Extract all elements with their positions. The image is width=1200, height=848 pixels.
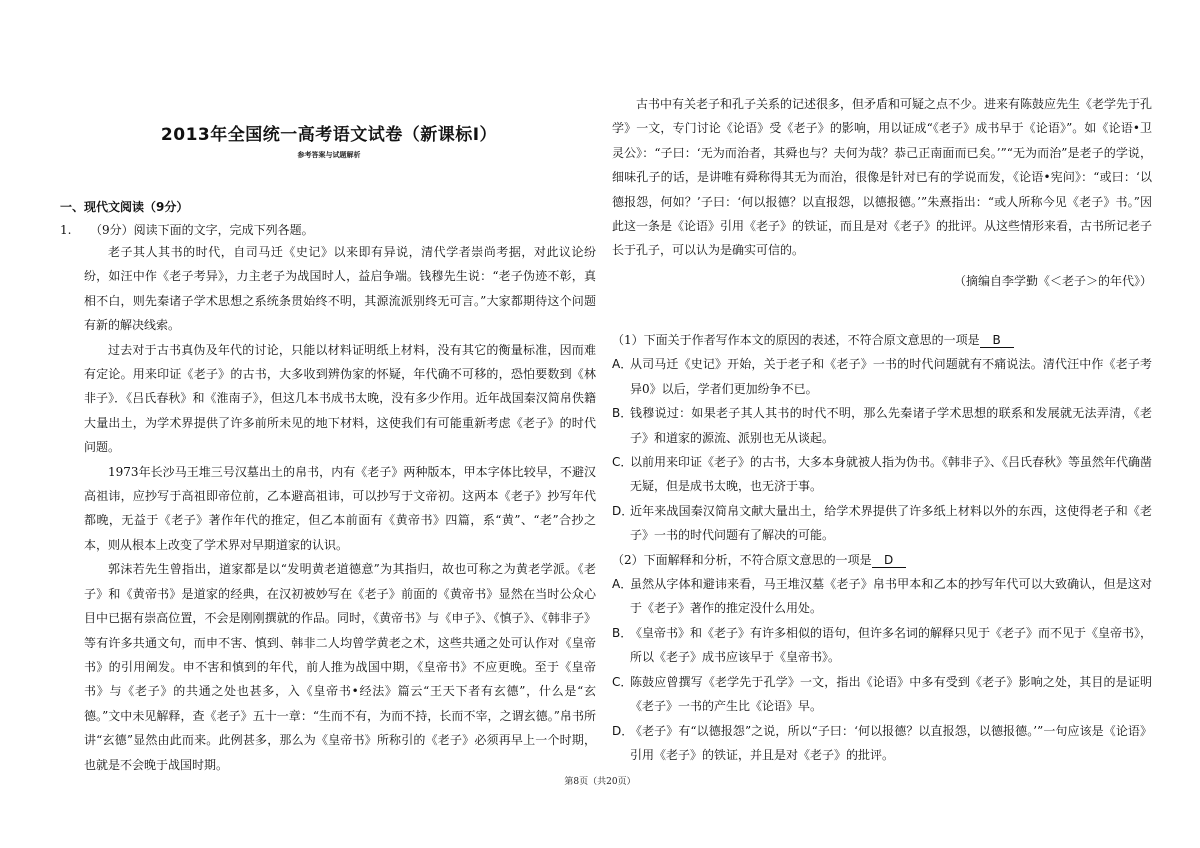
option-text: 钱穆说过：如果老子其人其书的时代不明，那么先秦诸子学术思想的联系和发展就无法弄清，《老子》和道家的源流、派别也无从谈起。 (630, 406, 1152, 445)
subquestion-stem-text: （1）下面关于作者写作本文的原因的表述，不符合原文意思的一项是 (612, 333, 980, 347)
passage-paragraph: 1973年长沙马王堆三号汉墓出土的帛书，内有《老子》两种版本，甲本字体比较早，不避汉高祖讳，应抄写于高祖即帝位前，乙本避高祖讳，可以抄写于文帝初。这两本《老子》抄写年代都晚，无益于《老子》著作年代的推定，但乙本前面有《黄帝书》四篇，系“黄”、“老”合抄之本，则从根本上改变了学术界对早期道家的认识。 (84, 464, 596, 552)
section-heading: 一、现代文阅读（9分） (60, 200, 189, 214)
passage-right (612, 92, 1152, 291)
passage-paragraph: 过去对于古书真伪及年代的讨论，只能以材料证明纸上材料，没有其它的衡量标准，因而难有定论。用来印证《老子》的古书，大多收到辨伪家的怀疑，年代确不可移的，恐怕要数到《林非子》．《吕氏春秋》和《淮南子》，但这几本书成书太晚，没有多少作用。近年战国秦汉简帛佚籍大量出土，为学术界提供了许多前所未见的地下材料，这使我们有可能重新考虑《老子》的时代问题。 (84, 342, 596, 455)
question-number: 1. (60, 223, 72, 237)
answer-blank: D (872, 553, 906, 568)
passage-paragraph: 古书中有关老子和孔子关系的记述很多，但矛盾和可疑之点不少。进来有陈鼓应先生《老学先于孔学》一文，专门讨论《论语》受《老子》的影响，用以证成“《老子》成书早于《论语》”。如《论语•卫灵公》：“子曰：‘无为而治者，其舜也与？夫何为哉？恭己正南面而已矣。’”“无为而治”是老子的学说，细味孔子的话，是讲唯有舜称得其无为而治，很像是针对已有的学说而发，《论语•宪问》：“或曰：‘以德报怨，何如？’子曰：‘何以报德？以直报怨，以德报德。’”朱熹指出：“或人所称今见《老子》书。”因此这一条是《论语》引用《老子》的铁证，而且是对《老子》的批评。从这些情形来看，古书所记老子长于孔子，可以认为是确实可信的。 (612, 97, 1153, 258)
option-item (612, 572, 1152, 621)
page-footer: 第8页（共20页） (564, 777, 636, 787)
option-letter: B． (612, 406, 633, 421)
answer-blank: B (980, 333, 1014, 348)
option-text: 《老子》有“以德报怨”之说，所以“子曰：‘何以报德？以直报怨，以德报德。’”一句应该是《论语》引用《老子》的铁证，并且是对《老子》的批评。 (630, 723, 1152, 762)
option-letter: D． (612, 503, 634, 518)
option-item (612, 621, 1152, 670)
option-letter: A． (612, 577, 633, 592)
source-citation: （摘编自李学勤《＜老子＞的年代》） (953, 273, 1152, 288)
option-text: 从司马迁《史记》开始，关于老子和《老子》一书的时代问题就有不痛说法。清代汪中作《老子考异0》以后，学者们更加纷争不已。 (630, 357, 1152, 396)
option-letter: C． (612, 455, 633, 470)
option-item (612, 499, 1152, 548)
passage-paragraph: 老子其人其书的时代，自司马迁《史记》以来即有异说，清代学者崇尚考据，对此议论纷纷，如汪中作《老子考异》，力主老子为战国时人，益启争端。钱穆先生说：“老子伪迹不彰，真相不白，则先秦诸子学术思想之系统条贯始终不明，其源流派别终无可言。”大家都期待这个问题有新的解决线索。 (84, 245, 596, 333)
page-title: 2013年全国统一高考语文试卷（新课标Ⅰ） (160, 125, 498, 145)
subquestion-stem-text: （2）下面解释和分析，不符合原文意思的一项是 (612, 552, 872, 567)
option-text: 虽然从字体和避讳来看，马王堆汉墓《老子》帛书甲本和乙本的抄写年代可以大致确认，但是这对于《老子》著作的推定没什么用处。 (630, 577, 1152, 616)
question-intro-text: （9分）阅读下面的文字，完成下列各题。 (90, 223, 314, 237)
option-item (612, 719, 1152, 768)
option-item (612, 670, 1152, 719)
option-letter: A． (612, 357, 633, 372)
option-text: 《皇帝书》和《老子》有许多相似的语句，但许多名词的解释只见于《老子》而不见于《皇帝书》，所以《老子》成书应该早于《皇帝书》。 (630, 625, 1153, 665)
subquestion-stem (612, 548, 1152, 572)
option-letter: D． (612, 723, 634, 738)
option-letter: C． (612, 674, 633, 689)
option-text: 陈鼓应曾撰写《老学先于孔学》一文，指出《论语》中多有受到《老子》影响之处，其目的是证明《老子》一书的产生比《论语》早。 (630, 674, 1152, 714)
passage-left (84, 240, 596, 777)
option-item (612, 450, 1152, 499)
option-text: 近年来战国秦汉简帛文献大量出土，给学术界提供了许多纸上材料以外的东西，这使得老子和《老子》一书的时代问题有了解决的可能。 (630, 503, 1152, 543)
option-item (612, 352, 1152, 401)
question-intro (60, 220, 314, 240)
option-text: 以前用来印证《老子》的古书，大多本身就被人指为伪书。《韩非子》、《吕氏春秋》等虽然年代确凿无疑，但是成书太晚，也无济于事。 (630, 455, 1153, 494)
subquestion-stem (612, 328, 1152, 352)
option-item (612, 401, 1152, 450)
subquestions (612, 328, 1152, 767)
option-letter: B． (612, 625, 633, 640)
page-subtitle: 参考答案与试题解析 (297, 151, 361, 159)
passage-paragraph: 郭沫若先生曾指出，道家都是以“发明黄老道德意”为其指归，故也可称之为黄老学派。《老子》和《黄帝书》是道家的经典，在汉初被妙写在《老子》前面的《黄帝书》显然在当时公众心目中已据有崇高位置，不会是刚刚撰就的作品。同时，《黄帝书》与《申子》、《慎子》、《韩非子》等有许多共通文句，而申不害、慎到、韩非二人均曾学黄老之术，这些共通之处可认作对《皇帝书》的引用阐发。申不害和慎到的年代，前人推为战国中期，《皇帝书》不应更晚。至于《皇帝书》与《老子》的共通之处也甚多，入《皇帝书•经法》篇云“王天下者有玄德”，什么是“玄德。”文中未见解释，查《老子》五十一章：“生而不有，为而不持，长而不宰，之谓玄德。”帛书所讲“玄德”显然由此而来。此例甚多，那么为《皇帝书》所称引的《老子》必须再早上一个时期，也就是不会晚于战国时期。 (84, 562, 596, 772)
